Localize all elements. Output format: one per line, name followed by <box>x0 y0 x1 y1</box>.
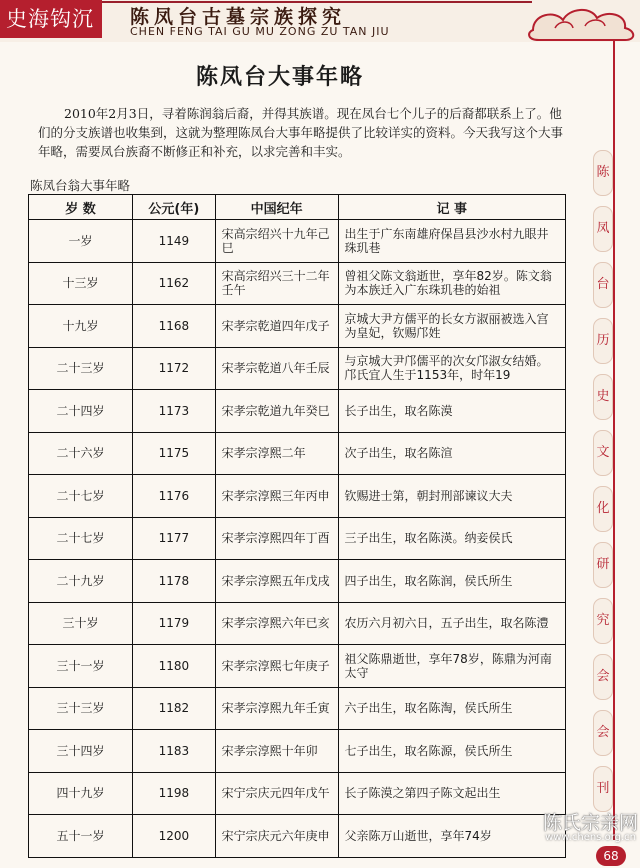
table-row <box>29 517 566 560</box>
cell-event: 四子出生，取名陈润，侯氏所生 <box>338 560 565 603</box>
journal-name-char: 史 <box>593 374 613 420</box>
cell-event: 曾祖父陈文翁逝世，享年82岁。陈文翁为本族迁入广东珠玑巷的始祖 <box>338 262 565 305</box>
cell-age: 二十六岁 <box>29 432 133 475</box>
cell-era: 宋孝宗乾道四年戊子 <box>215 305 338 348</box>
cell-age: 一岁 <box>29 220 133 263</box>
table-row <box>29 220 566 263</box>
table-row <box>29 432 566 475</box>
journal-name-char: 研 <box>593 542 613 588</box>
publication-title: 陈凤台古墓宗族探究 <box>130 6 347 28</box>
table-row <box>29 347 566 390</box>
table-row <box>29 815 566 858</box>
cell-era: 宋孝宗乾道八年壬辰 <box>215 347 338 390</box>
cell-year: 1177 <box>133 517 216 560</box>
cell-era: 宋孝宗淳熙二年 <box>215 432 338 475</box>
cell-event: 出生于广东南雄府保昌县沙水村九眼井珠玑巷 <box>338 220 565 263</box>
journal-name-char: 化 <box>593 486 613 532</box>
table-row <box>29 772 566 815</box>
table-row <box>29 560 566 603</box>
table-row <box>29 730 566 773</box>
cell-era: 宋孝宗乾道九年癸巳 <box>215 390 338 433</box>
table-row <box>29 687 566 730</box>
page-title: 陈凤台大事年略 <box>195 64 364 90</box>
header-year: 公元(年) <box>133 195 216 220</box>
events-table <box>28 194 566 858</box>
journal-name-char: 凤 <box>593 206 613 252</box>
cell-age: 三十四岁 <box>29 730 133 773</box>
cell-event: 七子出生，取名陈源，侯氏所生 <box>338 730 565 773</box>
cell-era: 宋孝宗淳熙九年壬寅 <box>215 687 338 730</box>
table-row <box>29 262 566 305</box>
cell-era: 宋孝宗淳熙七年庚子 <box>215 645 338 688</box>
journal-name-char: 刊 <box>593 766 613 812</box>
table-caption: 陈凤台翁大事年略 <box>30 178 131 193</box>
cell-era: 宋孝宗淳熙十年卯 <box>215 730 338 773</box>
cell-event: 三子出生，取名陈渶。纳妾侯氏 <box>338 517 565 560</box>
cell-age: 二十七岁 <box>29 475 133 518</box>
table-row <box>29 475 566 518</box>
journal-name-char: 陈 <box>593 150 613 196</box>
header-event: 记 事 <box>338 195 565 220</box>
cell-age: 三十岁 <box>29 602 133 645</box>
cell-year: 1162 <box>133 262 216 305</box>
cell-age: 二十四岁 <box>29 390 133 433</box>
intro-paragraph: 2010年2月3日，寻着陈润翁后裔，并得其族谱。现在凤台七个儿子的后裔都联系上了。他们的分支族谱也收集到，这就为整理陈凤台大事年略提供了比较详实的资料。今天我写这个大事年略，需要凤台族裔不断修正和补充，以求完善和丰实。 <box>38 106 564 159</box>
cell-event: 京城大尹方儒平的长女方淑丽被选入宫为皇妃，钦赐邝姓 <box>338 305 565 348</box>
publication-pinyin: CHEN FENG TAI GU MU ZONG ZU TAN JIU <box>130 25 390 38</box>
cell-age: 三十一岁 <box>29 645 133 688</box>
cell-era: 宋高宗绍兴三十二年壬午 <box>215 262 338 305</box>
cell-age: 二十三岁 <box>29 347 133 390</box>
cell-event: 钦赐进士第，朝封刑部谏议大夫 <box>338 475 565 518</box>
cell-era: 宋孝宗淳熙五年戊戌 <box>215 560 338 603</box>
cell-year: 1149 <box>133 220 216 263</box>
cell-year: 1183 <box>133 730 216 773</box>
cell-year: 1180 <box>133 645 216 688</box>
cell-age: 十三岁 <box>29 262 133 305</box>
cell-year: 1176 <box>133 475 216 518</box>
table-header-row <box>29 195 566 220</box>
watermark-url: www.chens.org.cn <box>545 832 636 843</box>
cell-year: 1200 <box>133 815 216 858</box>
cell-age: 五十一岁 <box>29 815 133 858</box>
cell-age: 三十三岁 <box>29 687 133 730</box>
cell-year: 1178 <box>133 560 216 603</box>
cell-event: 父亲陈万山逝世，享年74岁 <box>338 815 565 858</box>
table-row <box>29 602 566 645</box>
cell-event: 农历六月初六日，五子出生，取名陈澧 <box>338 602 565 645</box>
cell-era: 宋孝宗淳熙四年丁酉 <box>215 517 338 560</box>
cell-age: 四十九岁 <box>29 772 133 815</box>
table-row <box>29 305 566 348</box>
cell-age: 二十九岁 <box>29 560 133 603</box>
cell-event: 长子陈漠之第四子陈文起出生 <box>338 772 565 815</box>
cloud-ornament-icon <box>525 0 640 42</box>
watermark-logo: 陈氏宗亲网 <box>542 812 638 834</box>
cell-era: 宋宁宗庆元四年戊午 <box>215 772 338 815</box>
cell-year: 1182 <box>133 687 216 730</box>
table-row <box>29 390 566 433</box>
journal-name-column <box>582 150 622 850</box>
cell-event: 次子出生，取名陈渲 <box>338 432 565 475</box>
cell-event: 长子出生，取名陈漠 <box>338 390 565 433</box>
header-era: 中国纪年 <box>215 195 338 220</box>
cell-year: 1198 <box>133 772 216 815</box>
cell-age: 十九岁 <box>29 305 133 348</box>
journal-name-char: 台 <box>593 262 613 308</box>
section-tag: 史海钩沉 <box>0 0 102 38</box>
table-row <box>29 645 566 688</box>
journal-name-char: 历 <box>593 318 613 364</box>
cell-year: 1175 <box>133 432 216 475</box>
cell-era: 宋高宗绍兴十九年己巳 <box>215 220 338 263</box>
cell-year: 1172 <box>133 347 216 390</box>
page-number: 68 <box>596 846 626 866</box>
journal-name-char: 会 <box>593 710 613 756</box>
cell-year: 1173 <box>133 390 216 433</box>
cell-age: 二十七岁 <box>29 517 133 560</box>
journal-name-char: 究 <box>593 598 613 644</box>
cell-year: 1179 <box>133 602 216 645</box>
journal-name-char: 文 <box>593 430 613 476</box>
cell-era: 宋宁宗庆元六年庚申 <box>215 815 338 858</box>
header-age: 岁 数 <box>29 195 133 220</box>
cell-era: 宋孝宗淳熙三年丙申 <box>215 475 338 518</box>
journal-name-char: 会 <box>593 654 613 700</box>
cell-event: 与京城大尹邝儒平的次女邝淑女结婚。邝氏宜人生于1153年，时年19 <box>338 347 565 390</box>
cell-year: 1168 <box>133 305 216 348</box>
cell-event: 祖父陈鼎逝世，享年78岁，陈鼎为河南太守 <box>338 645 565 688</box>
cell-era: 宋孝宗淳熙六年已亥 <box>215 602 338 645</box>
cell-event: 六子出生，取名陈淘，侯氏所生 <box>338 687 565 730</box>
